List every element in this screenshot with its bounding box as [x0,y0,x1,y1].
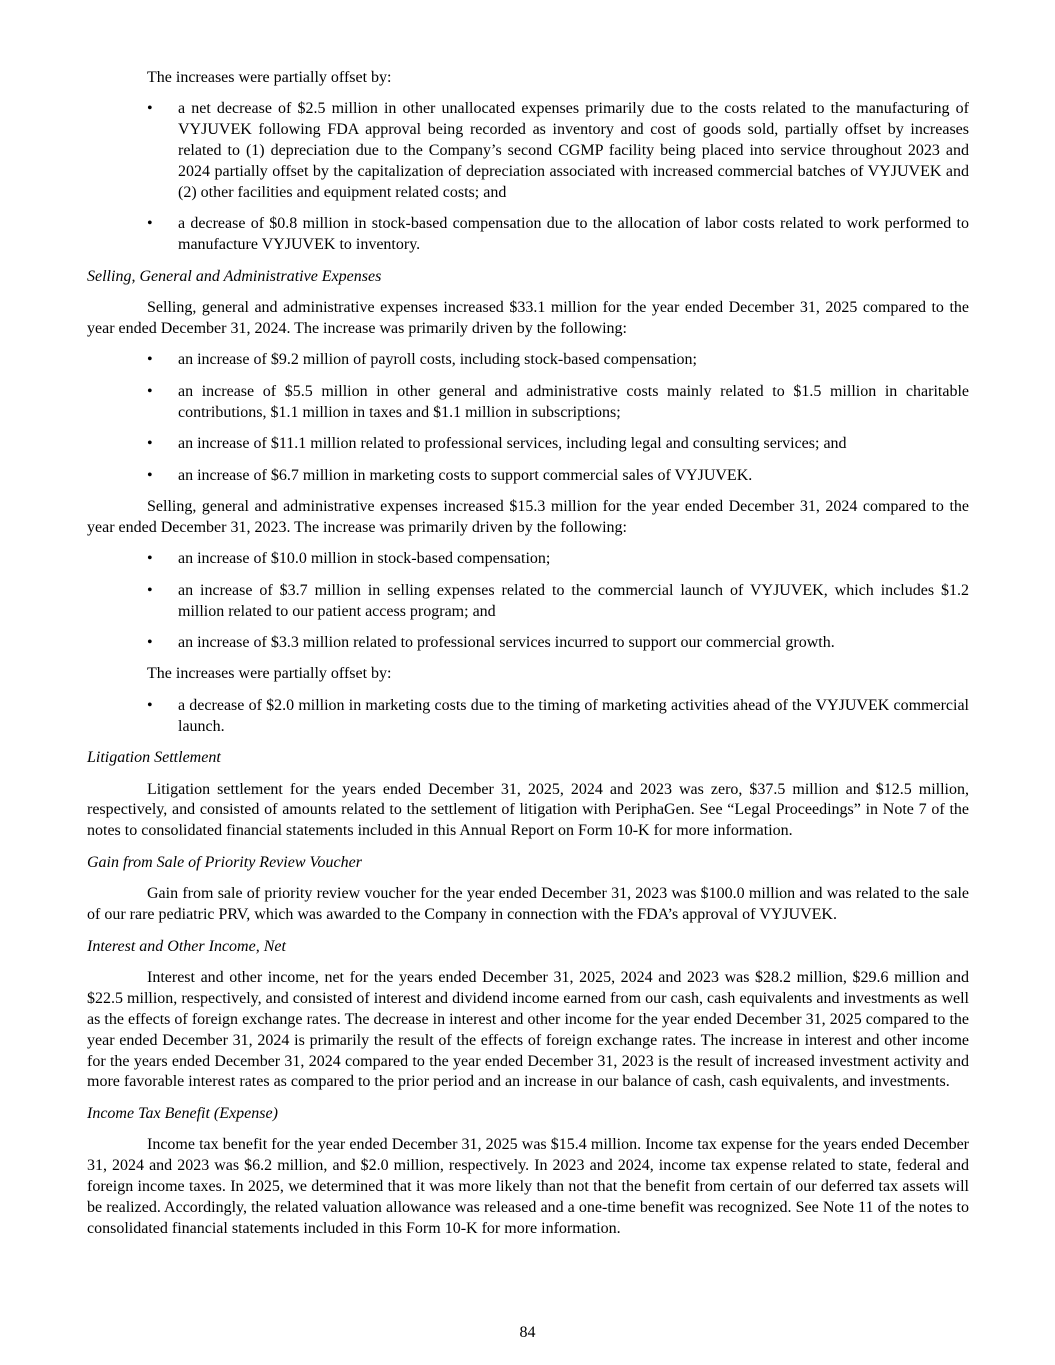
bullet-icon: • [147,634,153,652]
sga-offset-intro: The increases were partially offset by: [147,665,392,683]
bullet-icon: • [147,581,153,599]
document-page [87,68,969,1250]
list-item: • an increase of $5.5 million in other general and administrative costs mainly related to $1.5 million in charitable contributions, $1.1 million in taxes and $1.1 million in subscriptions; [147,382,969,421]
sga-paragraph-2024: Selling, general and administrative expenses increased $15.3 million for the year ended December 31, 2024 compared to the year ended December 31, 2023. The increase was primarily driven by the following: [87,498,969,536]
section-heading-prv: Gain from Sale of Priority Review Voucher [87,853,362,871]
bullet-icon: • [147,351,153,369]
bullet-icon: • [147,382,153,400]
list-item: • an increase of $3.7 million in selling expenses related to the commercial launch of VYJUVEK, which includes $1.2 million related to our patient access program; and [147,581,969,620]
offset-intro: The increases were partially offset by: [147,69,392,86]
list-item: • a net decrease of $2.5 million in other unallocated expenses primarily due to the costs related to the manufacturing of VYJUVEK following FDA approval being recorded as inventory and cost of goods sold, partially offset by increases related to (1) depreciation due to the Company’s second CGMP facility being placed into service throughout 2023 and 2024 partially offset by the capitalization of depreciation associated with increased commercial batches of VYJUVEK and (2) other facilities and equipment related costs; and [147,100,969,202]
sga-paragraph-2025: Selling, general and administrative expenses increased $33.1 million for the year ended December 31, 2025 compared to the year ended December 31, 2024. The increase was primarily driven by the following: [87,299,969,338]
prv-paragraph: Gain from sale of priority review voucher for the year ended December 31, 2023 was $100.0 million and was related to the sale of our rare pediatric PRV, which was awarded to the Company in connection with the FDA’s approval of VYJUVEK. [87,885,969,924]
list-item: • a decrease of $0.8 million in stock-based compensation due to the allocation of labor costs related to work performed to manufacture VYJUVEK to inventory. [147,215,969,254]
page-number: 84 [519,1324,536,1341]
sga-2025-bullet-list [87,350,969,486]
list-item: • an increase of $6.7 million in marketing costs to support commercial sales of VYJUVEK. [87,466,969,487]
bullet-icon: • [147,100,153,118]
bullet-icon: • [147,696,153,714]
list-item: • an increase of $11.1 million related to professional services, including legal and consulting services; and [87,434,969,455]
list-item: • a decrease of $2.0 million in marketing costs due to the timing of marketing activities ahead of the VYJUVEK commercial launch. [147,696,969,735]
litigation-paragraph: Litigation settlement for the years ended December 31, 2025, 2024 and 2023 was zero, $37.5 million and $12.5 million, respectively, and consisted of amounts related to the settlement of litigation with PeriphaGen. See “Legal Proceedings” in Note 7 of the notes to consolidated financial statements included in this Annual Report on Form 10-K for more information. [87,780,969,840]
section-heading-litigation: Litigation Settlement [87,749,221,767]
sga-2024-bullet-list [87,549,969,654]
offset-bullet-list [87,99,969,256]
list-item: • an increase of $10.0 million in stock-based compensation; [87,549,969,570]
tax-paragraph: Income tax benefit for the year ended December 31, 2025 was $15.4 million. Income tax expense for the years ended December 31, 2024 and 2023 was $6.2 million, and $2.0 million, respectively. In 2023 and 2024, income tax expense related to state, federal and foreign income taxes. In 2025, we determined that it was more likely than not that the benefit from certain of our deferred tax assets will be realized. Accordingly, the related valuation allowance was released and a one-time benefit was recognized. See Note 11 of the notes to consolidated financial statements included in this Form 10-K for more information. [87,1136,969,1237]
list-item: • an increase of $9.2 million of payroll costs, including stock-based compensation; [87,350,969,371]
list-item: • an increase of $3.3 million related to professional services incurred to support our commercial growth. [87,633,969,654]
section-heading-sga: Selling, General and Administrative Expenses [87,267,382,285]
section-heading-tax: Income Tax Benefit (Expense) [87,1104,278,1122]
bullet-icon: • [147,550,153,568]
bullet-icon: • [147,435,153,453]
section-heading-interest: Interest and Other Income, Net [87,937,286,955]
sga-offset-bullet-list [87,696,969,738]
interest-paragraph: Interest and other income, net for the years ended December 31, 2025, 2024 and 2023 was $28.2 million, $29.6 million and $22.5 million, respectively, and consisted of interest and dividend income earned from our cash, cash equivalents and investments as well as the effects of foreign exchange rates. The decrease in interest and other income for the year ended December 31, 2025 compared to the year ended December 31, 2024 is primarily the result of the effects of foreign exchange rates. The increase in interest and other income for the years ended December 31, 2024 compared to the year ended December 31, 2023 is the result of increased investment activity and more favorable interest rates as compared to the prior period and an increase in our balance of cash, cash equivalents, and investments. [87,968,969,1091]
bullet-icon: • [147,215,153,233]
bullet-icon: • [147,466,153,484]
